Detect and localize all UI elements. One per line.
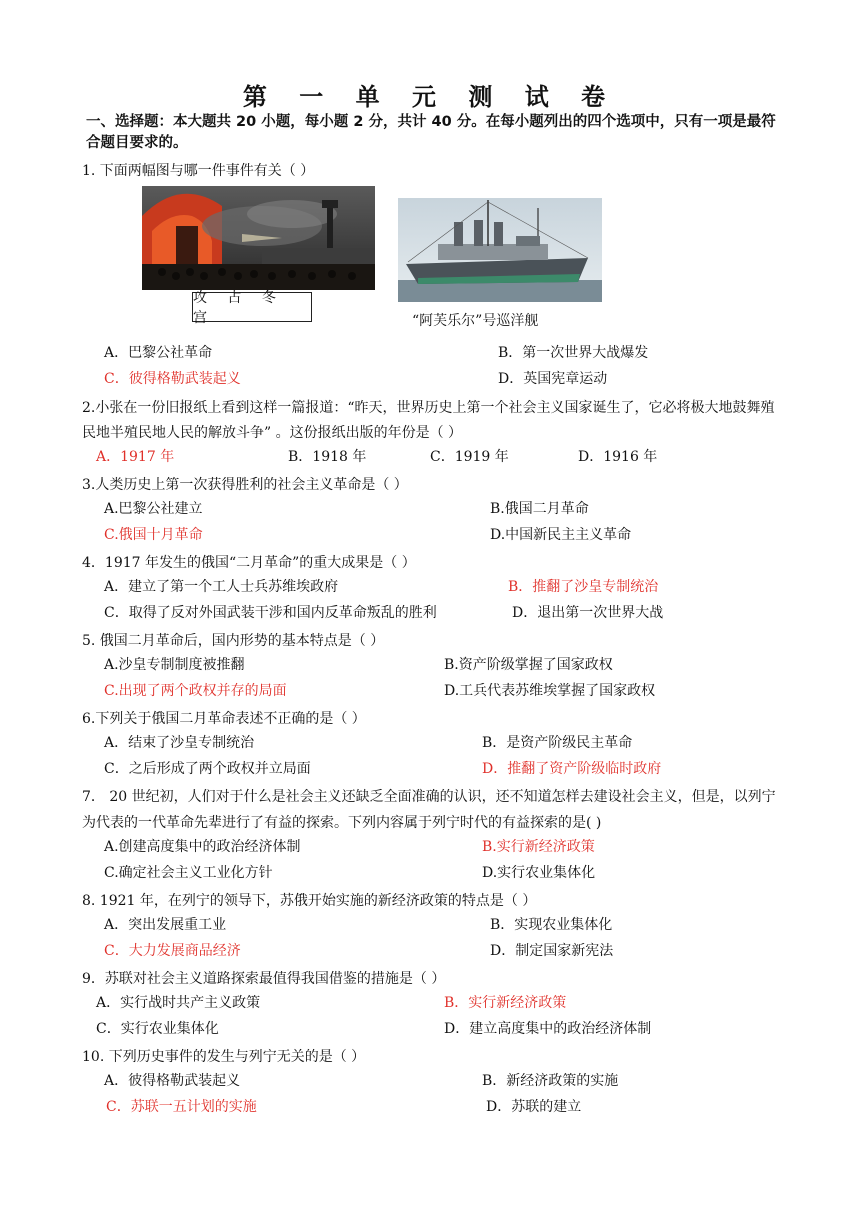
caption-aurora-cruiser: “阿芙乐尔”号巡洋舰 [412, 313, 539, 329]
q2-option-a[interactable]: A．1917 年 [96, 449, 175, 465]
q3-option-b[interactable]: B.俄国二月革命 [490, 501, 589, 517]
q7-option-a[interactable]: A.创建高度集中的政治经济体制 [104, 839, 301, 855]
question-2-stem: 2.小张在一份旧报纸上看到这样一篇报道：“昨天，世界历史上第一个社会主义国家诞生了，它必将极大地鼓舞殖民地半殖民地人民的解放斗争” 。这份报纸出版的年份是（ ） [82, 400, 775, 441]
q6-option-b[interactable]: B．是资产阶级民主革命 [482, 735, 633, 751]
q4-option-d[interactable]: D．退出第一次世界大战 [512, 605, 664, 621]
q8-option-b[interactable]: B．实现农业集体化 [490, 917, 613, 933]
aurora-cruiser-image [398, 198, 602, 302]
q9-option-b[interactable]: B．实行新经济政策 [444, 995, 567, 1011]
q2-option-d[interactable]: D．1916 年 [578, 449, 658, 465]
question-1-stem: 1. 下面两幅图与哪一件事件有关（ ） [82, 163, 315, 179]
q5-option-c[interactable]: C.出现了两个政权并存的局面 [104, 683, 287, 699]
q3-option-a[interactable]: A.巴黎公社建立 [104, 501, 203, 517]
q2-option-c[interactable]: C．1919 年 [430, 449, 509, 465]
q6-option-d[interactable]: D．推翻了资产阶级临时政府 [482, 761, 662, 777]
storming-winter-palace-image [142, 186, 375, 290]
q6-option-a[interactable]: A．结束了沙皇专制统治 [104, 735, 255, 751]
q7-option-d[interactable]: D.实行农业集体化 [482, 865, 596, 881]
q10-option-b[interactable]: B．新经济政策的实施 [482, 1073, 619, 1089]
q4-option-c[interactable]: C．取得了反对外国武装干涉和国内反革命叛乱的胜利 [104, 605, 437, 621]
question-5-stem: 5. 俄国二月革命后，国内形势的基本特点是（ ） [82, 633, 385, 649]
q9-option-d[interactable]: D．建立高度集中的政治经济体制 [444, 1021, 652, 1037]
q7-option-b[interactable]: B.实行新经济政策 [482, 839, 595, 855]
q3-option-c[interactable]: C.俄国十月革命 [104, 527, 203, 543]
question-7-stem: 7． 20 世纪初，人们对于什么是社会主义还缺乏全面准确的认识，还不知道怎样去建设社会主义，但是，以列宁为代表的一代革命先辈进行了有益的探索。下列内容属于列宁时代的有益探索的是( ) [82, 789, 776, 831]
question-8-stem: 8. 1921 年，在列宁的领导下，苏俄开始实施的新经济政策的特点是（ ） [82, 893, 537, 909]
caption-storming-winter-palace: 攻 占 冬 宫 [192, 292, 312, 322]
page-title: 第 一 单 元 测 试 卷 [242, 83, 618, 111]
q9-option-c[interactable]: C．实行农业集体化 [96, 1021, 219, 1037]
q6-option-c[interactable]: C．之后形成了两个政权并立局面 [104, 761, 311, 777]
q5-option-d[interactable]: D.工兵代表苏维埃掌握了国家政权 [444, 683, 656, 699]
q1-option-c[interactable]: C．彼得格勒武装起义 [104, 371, 241, 387]
section-heading: 一、选择题：本大题共 20 小题，每小题 2 分，共计 40 分。在每小题列出的四个选项中，只有一项是最符合题目要求的。 [86, 114, 776, 151]
q9-option-a[interactable]: A．实行战时共产主义政策 [96, 995, 261, 1011]
q10-option-d[interactable]: D．苏联的建立 [486, 1099, 582, 1115]
q1-option-b[interactable]: B．第一次世界大战爆发 [498, 345, 649, 361]
q10-option-c[interactable]: C．苏联一五计划的实施 [106, 1099, 257, 1115]
q3-option-d[interactable]: D.中国新民主主义革命 [490, 527, 632, 543]
q8-option-a[interactable]: A．突出发展重工业 [104, 917, 227, 933]
q8-option-d[interactable]: D．制定国家新宪法 [490, 943, 614, 959]
q7-option-c[interactable]: C.确定社会主义工业化方针 [104, 865, 273, 881]
q8-option-c[interactable]: C．大力发展商品经济 [104, 943, 241, 959]
q2-option-b[interactable]: B．1918 年 [288, 449, 367, 465]
q5-option-a[interactable]: A.沙皇专制制度被推翻 [104, 657, 245, 673]
q5-option-b[interactable]: B.资产阶级掌握了国家政权 [444, 657, 613, 673]
q4-option-b[interactable]: B．推翻了沙皇专制统治 [508, 579, 659, 595]
question-3-stem: 3.人类历史上第一次获得胜利的社会主义革命是（ ） [82, 477, 408, 493]
question-6-stem: 6.下列关于俄国二月革命表述不正确的是（ ） [82, 711, 366, 727]
question-9-stem: 9．苏联对社会主义道路探索最值得我国借鉴的措施是（ ） [82, 971, 446, 987]
question-10-stem: 10. 下列历史事件的发生与列宁无关的是（ ） [82, 1049, 366, 1065]
q1-option-d[interactable]: D．英国宪章运动 [498, 371, 608, 387]
q4-option-a[interactable]: A．建立了第一个工人士兵苏维埃政府 [104, 579, 339, 595]
question-4-stem: 4．1917 年发生的俄国“二月革命”的重大成果是（ ） [82, 555, 416, 571]
q1-option-a[interactable]: A．巴黎公社革命 [104, 345, 213, 361]
q10-option-a[interactable]: A．彼得格勒武装起义 [104, 1073, 241, 1089]
